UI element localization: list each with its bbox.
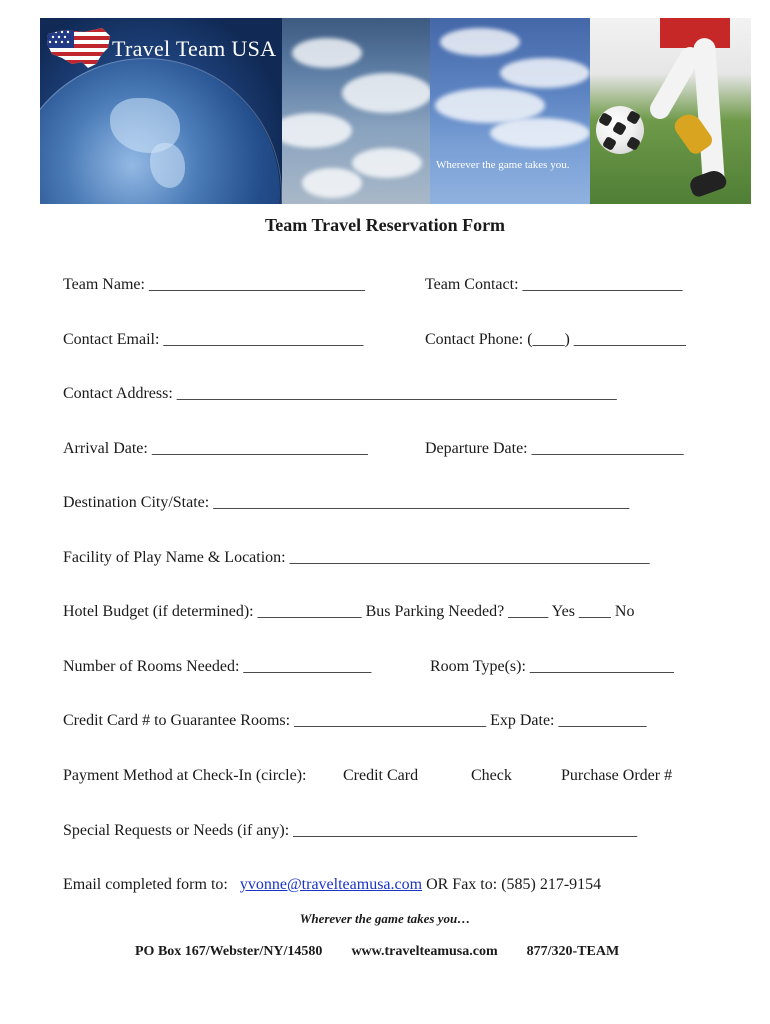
- submit-instructions: [63, 876, 601, 894]
- us-flag-map-icon: [44, 24, 114, 74]
- contact-phone-field[interactable]: Contact Phone: (____) ______________: [425, 331, 686, 348]
- ball-panel: [626, 110, 641, 125]
- form-title: Team Travel Reservation Form: [264, 215, 506, 235]
- team-name-field[interactable]: Team Name: ___________________________: [63, 276, 365, 293]
- cloud: [352, 148, 422, 178]
- cloud: [292, 38, 362, 68]
- soccer-panel: [590, 18, 751, 204]
- ball-panel: [612, 121, 627, 136]
- banner-tagline: Wherever the game takes you.: [436, 159, 570, 171]
- team-contact-field[interactable]: Team Contact: ____________________: [425, 276, 683, 293]
- globe-panel: [40, 18, 282, 204]
- contact-email-field[interactable]: Contact Email: _________________________: [63, 331, 364, 348]
- footer-contact: [135, 944, 619, 960]
- cloud: [490, 118, 590, 148]
- payment-method-label: Payment Method at Check-In (circle):: [63, 767, 307, 784]
- hotel-budget-field[interactable]: Hotel Budget (if determined): _____________ Bus Parking Needed? _____ Yes ____ No: [63, 603, 635, 620]
- footer-address: PO Box 167/Webster/NY/14580: [135, 944, 323, 959]
- ball-panel: [598, 112, 613, 127]
- contact-address-field[interactable]: Contact Address: _______________________________________________________: [63, 385, 617, 402]
- facility-field[interactable]: Facility of Play Name & Location: _____________________________________________: [63, 549, 650, 566]
- brand-name: Travel Team USA: [112, 36, 277, 61]
- cloud: [342, 73, 430, 113]
- destination-field[interactable]: Destination City/State: ____________________________________________________: [63, 494, 630, 511]
- cloud: [282, 113, 352, 148]
- header-banner: [40, 18, 751, 204]
- sky-panel: [282, 18, 430, 204]
- fax-info: OR Fax to: (585) 217-9154: [426, 876, 602, 893]
- room-types-field[interactable]: Room Type(s): __________________: [430, 658, 674, 675]
- email-prefix: Email completed form to:: [63, 876, 228, 893]
- payment-option-check[interactable]: Check: [471, 767, 512, 784]
- payment-option-credit-card[interactable]: Credit Card: [343, 767, 419, 784]
- clouds-panel: [430, 18, 590, 204]
- cloud: [302, 168, 362, 198]
- footer-tagline: Wherever the game takes you…: [299, 911, 471, 926]
- soccer-ball-icon: [596, 106, 644, 154]
- rooms-needed-field[interactable]: Number of Rooms Needed: ________________: [63, 658, 372, 675]
- ball-panel: [626, 136, 641, 151]
- payment-option-purchase-order[interactable]: Purchase Order #: [561, 767, 673, 784]
- departure-date-field[interactable]: Departure Date: ___________________: [425, 440, 684, 457]
- footer-website[interactable]: www.travelteamusa.com: [351, 944, 498, 959]
- cloud: [500, 58, 590, 88]
- special-requests-field[interactable]: Special Requests or Needs (if any): ___________________________________________: [63, 822, 638, 839]
- ball-panel: [602, 136, 617, 151]
- arrival-date-field[interactable]: Arrival Date: ___________________________: [63, 440, 368, 457]
- cloud: [440, 28, 520, 56]
- credit-card-field[interactable]: Credit Card # to Guarantee Rooms: ________________________ Exp Date: ___________: [63, 712, 647, 729]
- email-link[interactable]: yvonne@travelteamusa.com: [239, 876, 423, 893]
- footer-phone: 877/320-TEAM: [526, 944, 620, 959]
